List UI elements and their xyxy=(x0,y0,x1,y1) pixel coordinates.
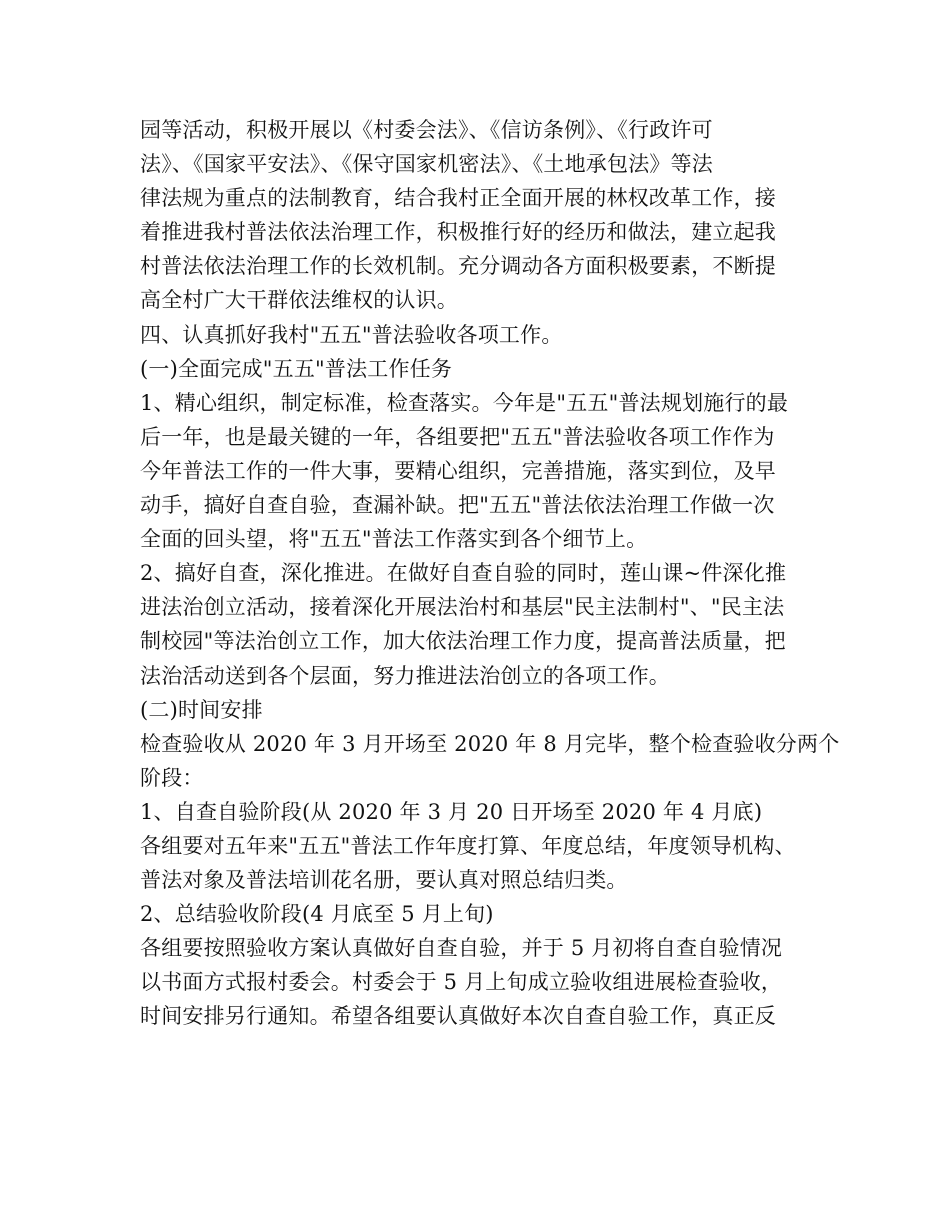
text-line: 1、精心组织，制定标准，检查落实。今年是"五五"普法规划施行的最 xyxy=(140,390,789,415)
subsection-heading: (一)全面完成"五五"普法工作任务 xyxy=(140,356,453,381)
text-line: 高全村广大干群依法维权的认识。 xyxy=(140,288,458,313)
text-line: 2、总结验收阶段(4 月底至 5 月上旬) xyxy=(140,902,494,927)
text-line: 园等活动，积极开展以《村委会法》、《信访条例》、《行政许可 xyxy=(140,118,713,142)
text-line: 各组要按照验收方案认真做好自查自验，并于 5 月初将自查自验情况 xyxy=(140,936,783,961)
text-line: 1、自查自验阶段(从 2020 年 3 月 20 日开场至 2020 年 4 月底) xyxy=(140,799,763,824)
text-line: 各组要对五年来"五五"普法工作年度打算、年度总结，年度领导机构、 xyxy=(140,833,796,858)
text-line: 以书面方式报村委会。村委会于 5 月上旬成立验收组进展检查验收， xyxy=(140,970,783,995)
text-line: 着推进我村普法依法治理工作，积极推行好的经历和做法，建立起我 xyxy=(140,220,776,245)
text-line: 今年普法工作的一件大事，要精心组织，完善措施，落实到位，及早 xyxy=(140,458,776,483)
text-line: 法治活动送到各个层面，努力推进法治创立的各项工作。 xyxy=(140,663,670,688)
text-line: 时间安排另行通知。希望各组要认真做好本次自查自验工作，真正反 xyxy=(140,1004,776,1029)
text-line: 律法规为重点的法制教育，结合我村正全面开展的林权改革工作，接 xyxy=(140,186,776,211)
text-line: 普法对象及普法培训花名册，要认真对照总结归类。 xyxy=(140,868,628,893)
document-body xyxy=(140,113,840,1034)
text-line: 法》、《国家平安法》、《保守国家机密法》、《土地承包法》等法 xyxy=(140,152,713,177)
section-heading: 四、认真抓好我村"五五"普法验收各项工作。 xyxy=(140,322,563,347)
text-line: 全面的回头望，将"五五"普法工作落实到各个细节上。 xyxy=(140,527,648,552)
text-line: 后一年，也是最关键的一年，各组要把"五五"普法验收各项工作作为 xyxy=(140,424,775,449)
text-line: 村普法依法治理工作的长效机制。充分调动各方面积极要素，不断提 xyxy=(140,254,776,279)
text-line: 进法治创立活动，接着深化开展法治村和基层"民主法制村"、"民主法 xyxy=(140,595,785,620)
text-line: 检查验收从 2020 年 3 月开场至 2020 年 8 月完毕，整个检查验收分两个 xyxy=(140,731,840,756)
text-line: 动手，搞好自查自验，查漏补缺。把"五五"普法依法治理工作做一次 xyxy=(140,493,775,518)
text-line: 阶段： xyxy=(140,765,204,790)
text-line: 2、搞好自查，深化推进。在做好自查自验的同时，莲山课~件深化推 xyxy=(140,561,787,586)
text-line: 制校园"等法治创立工作，加大依法治理工作力度，提高普法质量，把 xyxy=(140,629,786,654)
subsection-heading: (二)时间安排 xyxy=(140,697,263,722)
